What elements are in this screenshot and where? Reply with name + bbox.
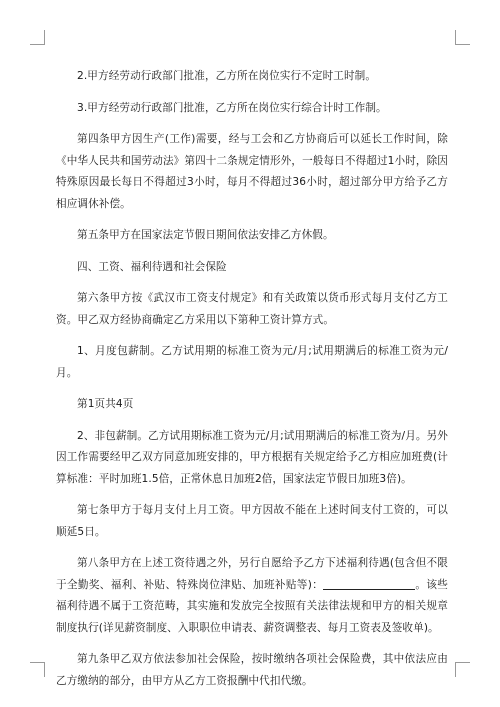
article-8 (56, 553, 448, 639)
article-5: 第五条甲方在国家法定节假日期间依法安排乙方休假。 (77, 229, 334, 241)
section-heading-wages: 四、工资、福利待遇和社会保险 (77, 260, 227, 273)
article-4: 第四条甲方因生产(工作)需要，经与工会和乙方协商后可以延长工作时间，除《中华人民共和国劳动法》第四十二条规定情形外，一般每日不得超过1小时，除因特殊原因最长每日不得超过3小时，每月不得超过36小时，超过部分甲方给予乙方相应调休补偿。 (56, 133, 448, 210)
wage-option-2: 2、非包薪制。乙方试用期标准工资为元/月;试用期满后的标准工资为/月。另外因工作需要经甲乙双方同意加班安排的，甲方根据有关规定给予乙方相应加班费(计算标准：平时加班1.5倍，正常休息日加班2倍，国家法定节假日加班3倍)。 (56, 429, 448, 485)
crop-mark-top-left (30, 30, 45, 45)
clause-hours-3: 3.甲方经劳动行政部门批准，乙方所在岗位实行综合计时工作制。 (77, 101, 387, 114)
page-number: 第1页共4页 (77, 398, 134, 410)
crop-mark-top-right (455, 30, 470, 45)
document-body (56, 66, 448, 702)
crop-mark-bottom-left (30, 662, 45, 677)
article-9: 第九条甲乙双方依法参加社会保险，按时缴纳各项社会保险费，其中依法应由乙方缴纳的部分，由甲方从乙方工资报酬中代扣代缴。 (56, 653, 448, 687)
article-6: 第六条甲方按《武汉市工资支付规定》和有关政策以货币形式每月支付乙方工资。甲乙双方经协商确定乙方采用以下第种工资计算方式。 (56, 292, 448, 326)
wage-option-1: 1、月度包薪制。乙方试用期的标准工资为元/月;试用期满后的标准工资为元/月。 (56, 345, 448, 379)
article-8-text: 第八条甲方在上述工资待遇之外，另行自愿给予乙方下述福利待遇(包含但不限于全勤奖、福利、补贴、特殊岗位津贴、加班补贴等)： (56, 557, 448, 591)
article-8-continued: 。该些福利待遇不属于工资范畴，其实施和发放完全按照有关法律法规和甲方的相关规章制度执行(详见薪资制度、入职职位申请表、薪资调整表、每月工资表及签收单)。 (56, 578, 448, 634)
benefits-blank-line (323, 577, 415, 590)
crop-mark-bottom-right (455, 662, 470, 677)
article-7: 第七条甲方于每月支付上月工资。甲方因故不能在上述时间支付工资的，可以顺延5日。 (56, 504, 448, 538)
clause-hours-2: 2.甲方经劳动行政部门批准，乙方所在岗位实行不定时工时制。 (77, 70, 377, 82)
